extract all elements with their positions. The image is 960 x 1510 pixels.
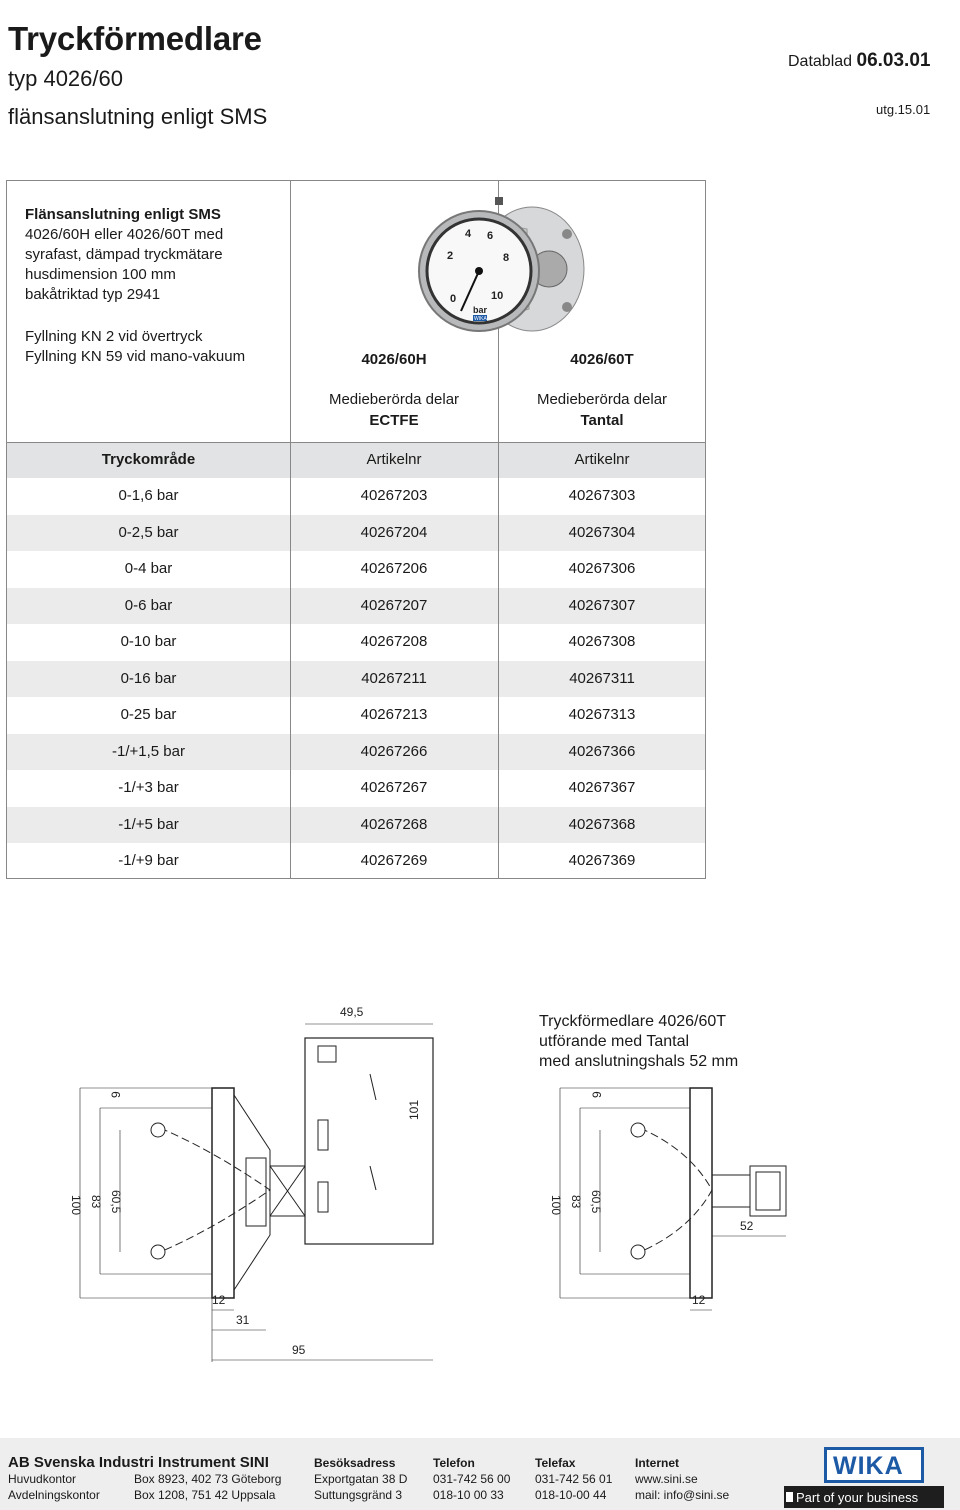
fax-number: 018-10-00 44	[535, 1488, 607, 1502]
table-row	[7, 734, 705, 770]
article-t-cell: 40267306	[568, 560, 636, 577]
model-t-heading: 4026/60T	[570, 351, 634, 368]
blowout-plug	[318, 1046, 336, 1062]
footer-heading-fax: Telefax	[535, 1456, 576, 1470]
table-row	[7, 515, 705, 551]
bolt-hole-left	[151, 1245, 165, 1259]
office-type: Huvudkontor	[8, 1472, 77, 1486]
postal-address: Box 1208, 751 42 Uppsala	[134, 1488, 276, 1502]
visit-address: Suttungsgränd 3	[314, 1488, 403, 1502]
dimension-label: 12	[692, 1293, 706, 1307]
dial-number: 2	[447, 250, 454, 262]
pressure-range-cell: -1/+3 bar	[118, 779, 179, 796]
article-t-cell: 40267367	[568, 779, 636, 796]
datasheet-label-text: Datablad	[788, 53, 853, 70]
article-h-cell: 40267266	[360, 742, 428, 760]
header-divider	[7, 442, 705, 443]
dimension-label: 95	[292, 1343, 306, 1357]
pressure-range-cell: 0-16 bar	[120, 669, 177, 687]
table-row	[7, 624, 705, 660]
fill-info-2: Fyllning KN 59 vid mano-vakuum	[25, 348, 246, 365]
model-h-heading: 4026/60H	[361, 351, 427, 368]
dimension-label: 100	[549, 1195, 563, 1216]
flange-plate-right	[690, 1088, 712, 1298]
dial-number: 10	[491, 290, 504, 302]
footer-heading-visit: Besöksadress	[314, 1456, 396, 1470]
table-row	[7, 551, 705, 587]
edition-label: utg.15.01	[876, 102, 931, 117]
neck-right	[712, 1175, 750, 1207]
dimension-label: 60,5	[109, 1190, 123, 1214]
subtitle-connection: flänsanslutning enligt SMS	[8, 104, 268, 129]
diaphragm-body-left	[234, 1095, 270, 1290]
model-h-parts-label: Medieberörda delar	[328, 391, 460, 408]
dial-number: 4	[465, 228, 472, 240]
description-line: syrafast, dämpad tryckmätare	[25, 246, 223, 263]
fax-number: 031-742 56 01	[535, 1472, 613, 1486]
footer-heading-internet: Internet	[635, 1456, 680, 1470]
pressure-range-cell: 0-4 bar	[124, 560, 173, 577]
fill-info-1: Fyllning KN 2 vid övertryck	[25, 328, 203, 345]
description-line: 4026/60H eller 4026/60T med	[25, 226, 224, 243]
postal-address: Box 8923, 402 73 Göteborg	[134, 1472, 282, 1486]
spec-table	[6, 180, 706, 879]
bolt-hole-right	[631, 1245, 645, 1259]
needle-hub	[475, 267, 483, 275]
gauge-brand-text: WIKA	[474, 316, 487, 322]
model-t-parts-label: Medieberörda delar	[536, 391, 668, 408]
pressure-range-cell: 0-2,5 bar	[118, 523, 179, 541]
article-t-cell: 40267308	[568, 633, 636, 650]
technical-drawing	[0, 990, 960, 1370]
phone-number: 031-742 56 00	[433, 1472, 511, 1486]
article-h-cell: 40267268	[360, 815, 428, 833]
fill-plug	[495, 197, 503, 205]
description-line: bakåtriktad typ 2941	[25, 286, 161, 303]
article-t-cell: 40267313	[568, 706, 636, 723]
dimension-label: 101	[407, 1099, 421, 1120]
table-row	[7, 770, 705, 806]
datasheet-number: 06.03.01	[856, 50, 931, 71]
drawing-note-line: utförande med Tantal	[539, 1033, 690, 1050]
neck-left	[246, 1158, 266, 1226]
hex-inner-right	[756, 1172, 780, 1210]
email-link[interactable]: mail: info@sini.se	[635, 1488, 730, 1502]
dimension-label: 9	[109, 1091, 123, 1098]
wika-logo-text: WIKA	[833, 1452, 904, 1480]
phone-number: 018-10 00 33	[433, 1488, 504, 1502]
tagline-mark-icon	[786, 1492, 793, 1502]
dimension-label: 52	[740, 1219, 754, 1233]
dimension-label: 100	[69, 1195, 83, 1216]
article-t-cell: 40267304	[568, 523, 636, 541]
description-title: Flänsanslutning enligt SMS	[25, 206, 221, 223]
office-type: Avdelningskontor	[8, 1488, 100, 1502]
bolt-hole-right	[631, 1123, 645, 1137]
window-mark	[370, 1074, 376, 1100]
pressure-range-cell: -1/+5 bar	[118, 815, 179, 833]
product-description	[25, 205, 285, 367]
pressure-range-cell: -1/+1,5 bar	[112, 742, 185, 760]
drawing-note-line: med anslutningshals 52 mm	[539, 1053, 739, 1070]
dimension-label: 49,5	[340, 1005, 364, 1019]
article-t-cell: 40267303	[568, 487, 636, 504]
dial-number: 0	[450, 293, 457, 305]
bolt-hole-left	[151, 1123, 165, 1137]
article-h-cell: 40267267	[360, 779, 428, 796]
dimension-label: 9	[590, 1091, 604, 1098]
visit-address: Exportgatan 38 D	[314, 1472, 408, 1486]
case-lug	[318, 1182, 328, 1212]
hex-nut-right	[750, 1166, 786, 1216]
dial-unit: bar	[473, 305, 488, 315]
table-row	[7, 661, 705, 697]
pressure-range-cell: 0-25 bar	[120, 706, 177, 723]
table-row	[7, 843, 705, 879]
article-h-cell: 40267203	[360, 487, 428, 504]
website-link[interactable]: www.sini.se	[635, 1472, 698, 1486]
table-row	[7, 807, 705, 843]
window-mark	[370, 1166, 376, 1190]
pressure-range-cell: 0-10 bar	[120, 633, 177, 650]
datasheet-label	[788, 50, 930, 72]
table-row	[7, 588, 705, 624]
header-pressure-range: Tryckområde	[101, 451, 196, 468]
company-name: AB Svenska Industri Instrument SINI	[8, 1454, 269, 1471]
pressure-range-cell: 0-6 bar	[124, 596, 173, 614]
article-h-cell: 40267269	[360, 852, 428, 869]
dimension-label: 12	[212, 1293, 226, 1307]
header-article-t: Artikelnr	[574, 451, 630, 468]
article-h-cell: 40267204	[360, 523, 428, 541]
dimension-label: 60,5	[589, 1190, 603, 1214]
subtitle-type: typ 4026/60	[8, 66, 123, 91]
table-row	[7, 697, 705, 733]
case-lug	[318, 1120, 328, 1150]
table-row	[7, 478, 705, 514]
article-t-cell: 40267368	[568, 815, 636, 833]
flange-bolt	[562, 302, 572, 312]
article-h-cell: 40267211	[361, 669, 427, 687]
tagline-bar	[784, 1486, 944, 1508]
flange-bolt	[562, 229, 572, 239]
page-title: Tryckförmedlare	[8, 20, 262, 57]
dimension-label: 83	[89, 1195, 103, 1209]
article-t-cell: 40267311	[569, 669, 635, 687]
gauge-case-side	[305, 1038, 433, 1244]
gauge-illustration	[417, 189, 587, 339]
description-line: husdimension 100 mm	[25, 266, 176, 283]
pressure-range-cell: 0-1,6 bar	[118, 487, 179, 504]
article-t-cell: 40267307	[568, 596, 636, 614]
model-t-material: Tantal	[580, 412, 624, 429]
article-h-cell: 40267208	[360, 633, 428, 650]
article-t-cell: 40267366	[568, 742, 636, 760]
pressure-range-cell: -1/+9 bar	[118, 852, 179, 869]
drawing-note	[539, 1012, 738, 1072]
model-h-material: ECTFE	[369, 412, 419, 429]
drawing-note-line: Tryckförmedlare 4026/60T	[539, 1013, 727, 1030]
tagline-text: Part of your business	[796, 1490, 919, 1505]
article-h-cell: 40267207	[360, 596, 428, 614]
header-article-h: Artikelnr	[366, 451, 422, 468]
article-h-cell: 40267206	[360, 560, 428, 577]
flange-plate-left	[212, 1088, 234, 1298]
dimension-label: 83	[569, 1195, 583, 1209]
wika-logo	[824, 1447, 924, 1483]
article-h-cell: 40267213	[360, 706, 428, 723]
article-t-cell: 40267369	[568, 852, 636, 869]
dimension-label: 31	[236, 1313, 250, 1327]
dial-number: 6	[487, 230, 494, 242]
footer-heading-phone: Telefon	[433, 1456, 475, 1470]
dial-number: 8	[503, 252, 510, 264]
column-divider	[290, 181, 291, 878]
